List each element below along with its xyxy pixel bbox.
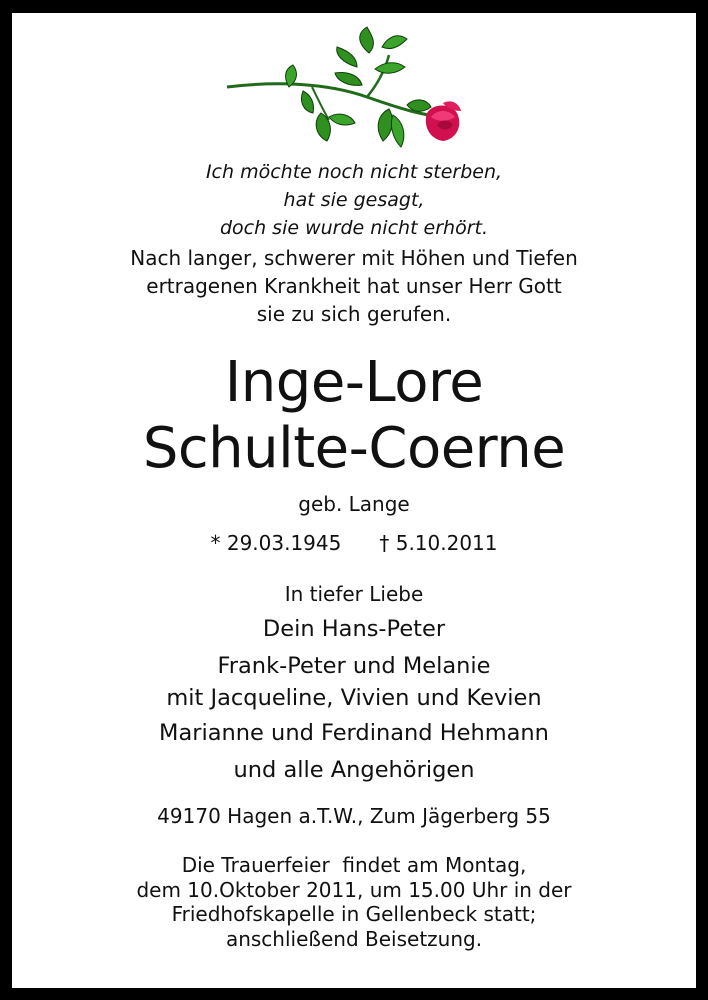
birth-date: * 29.03.1945 — [210, 531, 342, 555]
family-line: mit Jacqueline, Vivien und Kevien — [166, 685, 542, 711]
quote — [12, 158, 696, 242]
funeral-line: Friedhofskapelle in Gellenbeck statt; — [171, 902, 537, 926]
intro-line: sie zu sich gerufen. — [256, 302, 452, 326]
funeral-notice — [12, 853, 696, 951]
quote-line: Ich möchte noch nicht sterben, — [205, 161, 503, 183]
life-dates — [12, 529, 696, 557]
birth-name: geb. Lange — [298, 492, 410, 516]
love-line: In tiefer Liebe — [284, 582, 424, 606]
funeral-line: dem 10.Oktober 2011, um 15.00 Uhr in der — [136, 877, 572, 902]
family-line: Frank-Peter und Melanie — [217, 653, 491, 679]
intro-text — [12, 244, 696, 328]
intro-line: Nach langer, schwerer mit Höhen und Tiefen — [130, 246, 578, 270]
first-name: Inge-Lore — [224, 350, 484, 415]
family-line: Dein Hans-Peter — [262, 616, 446, 642]
family-line: und alle Angehörigen — [233, 757, 475, 783]
funeral-line: anschließend Beisetzung. — [225, 926, 483, 951]
intro-line: ertragenen Krankheit hat unser Herr Gott — [146, 274, 562, 298]
rose-icon — [217, 25, 477, 155]
family-line: Marianne und Ferdinand Hehmann — [159, 720, 549, 746]
death-date: † 5.10.2011 — [379, 531, 498, 555]
quote-line: hat sie gesagt, — [283, 189, 425, 211]
deceased-name — [12, 350, 696, 482]
quote-line: doch sie wurde nicht erhört. — [219, 217, 489, 239]
funeral-line: Die Trauerfeier findet am Montag, — [181, 853, 527, 877]
address: 49170 Hagen a.T.W., Zum Jägerberg 55 — [157, 804, 551, 828]
last-name: Schulte-Coerne — [142, 416, 566, 481]
obituary-notice — [12, 13, 696, 988]
